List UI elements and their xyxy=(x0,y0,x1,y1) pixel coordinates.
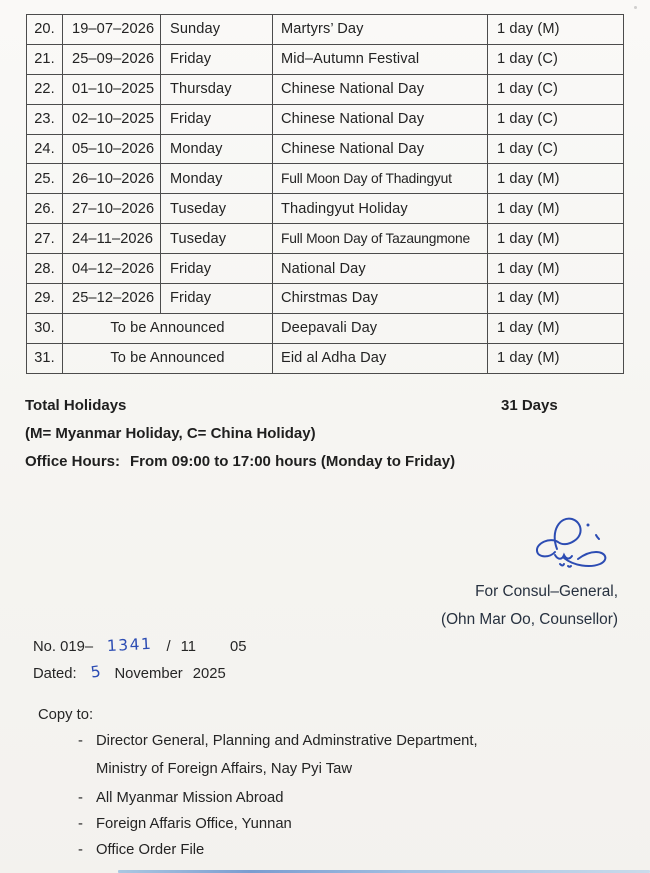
cell-holiday-name: Martyrs’ Day xyxy=(273,15,488,45)
cell-days: 1 day (C) xyxy=(488,104,624,134)
cell-announced: To be Announced xyxy=(63,343,273,373)
office-hours-line xyxy=(25,453,455,470)
copy-to-label: Copy to: xyxy=(38,707,94,723)
cell-no: 27. xyxy=(27,224,63,254)
cell-no: 26. xyxy=(27,194,63,224)
holiday-table xyxy=(26,14,624,374)
cell-date: 25–09–2026 xyxy=(63,44,161,74)
cell-day: Thursday xyxy=(161,74,273,104)
cell-holiday-name: Full Moon Day of Thadingyut xyxy=(273,164,488,194)
cell-days: 1 day (M) xyxy=(488,194,624,224)
dated-month: November xyxy=(114,666,183,682)
cell-days: 1 day (M) xyxy=(488,284,624,314)
table-row xyxy=(27,164,624,194)
cell-no: 21. xyxy=(27,44,63,74)
cell-holiday-name: National Day xyxy=(273,254,488,284)
table-row xyxy=(27,74,624,104)
cell-date: 24–11–2026 xyxy=(63,224,161,254)
table-row xyxy=(27,343,624,373)
cell-holiday-name: Deepavali Day xyxy=(273,313,488,343)
cell-date: 02–10–2025 xyxy=(63,104,161,134)
copy-to-item: All Myanmar Mission Abroad xyxy=(96,790,284,806)
table-row xyxy=(27,104,624,134)
ref-extra: 05 xyxy=(230,639,247,655)
table-row xyxy=(27,134,624,164)
reference-number-line xyxy=(33,634,247,656)
cell-holiday-name: Chinese National Day xyxy=(273,74,488,104)
cell-holiday-name: Full Moon Day of Tazaungmone xyxy=(273,224,488,254)
cell-days: 1 day (M) xyxy=(488,15,624,45)
ref-month: 11 xyxy=(180,639,197,655)
cell-days: 1 day (M) xyxy=(488,164,624,194)
cell-day: Friday xyxy=(161,254,273,284)
cell-holiday-name: Chinese National Day xyxy=(273,104,488,134)
dated-label: Dated: xyxy=(33,666,77,682)
cell-no: 25. xyxy=(27,164,63,194)
cell-date: 27–10–2026 xyxy=(63,194,161,224)
table-row xyxy=(27,284,624,314)
cell-no: 20. xyxy=(27,15,63,45)
cell-date: 05–10–2026 xyxy=(63,134,161,164)
copy-to-item: Office Order File xyxy=(96,842,205,858)
ref-no-prefix: No. 019– xyxy=(33,639,94,655)
copy-to-item: Foreign Affaris Office, Yunnan xyxy=(96,816,292,832)
holiday-legend: (M= Myanmar Holiday, C= China Holiday) xyxy=(25,425,316,442)
table-row xyxy=(27,313,624,343)
cell-days: 1 day (M) xyxy=(488,224,624,254)
cell-day: Friday xyxy=(161,44,273,74)
cell-days: 1 day (C) xyxy=(488,44,624,74)
cell-days: 1 day (C) xyxy=(488,74,624,104)
cell-day: Sunday xyxy=(161,15,273,45)
copy-to-item: Director General, Planning and Adminstrative Department, xyxy=(96,733,478,749)
ref-no-handwritten: 1341 xyxy=(106,634,153,656)
dated-year: 2025 xyxy=(192,666,226,682)
table-row xyxy=(27,44,624,74)
office-hours-text: From 09:00 to 17:00 hours (Monday to Friday) xyxy=(130,453,456,470)
cell-date: 19–07–2026 xyxy=(63,15,161,45)
cell-holiday-name: Mid–Autumn Festival xyxy=(273,44,488,74)
counsellor-name-line: (Ohn Mar Oo, Counsellor) xyxy=(440,611,618,628)
cell-no: 28. xyxy=(27,254,63,284)
cell-no: 31. xyxy=(27,343,63,373)
cell-day: Monday xyxy=(161,164,273,194)
table-row xyxy=(27,15,624,45)
cell-date: 25–12–2026 xyxy=(63,284,161,314)
list-dash: - xyxy=(78,816,83,832)
cell-days: 1 day (M) xyxy=(488,313,624,343)
cell-day: Friday xyxy=(161,284,273,314)
list-dash: - xyxy=(78,733,83,749)
cell-date: 01–10–2025 xyxy=(63,74,161,104)
dated-day-handwritten: 5 xyxy=(89,662,102,682)
cell-date: 26–10–2026 xyxy=(63,164,161,194)
cell-day: Friday xyxy=(161,104,273,134)
cell-day: Tuseday xyxy=(161,194,273,224)
cell-no: 29. xyxy=(27,284,63,314)
table-row xyxy=(27,224,624,254)
cell-holiday-name: Chinese National Day xyxy=(273,134,488,164)
cell-days: 1 day (M) xyxy=(488,254,624,284)
cell-no: 24. xyxy=(27,134,63,164)
list-dash: - xyxy=(78,842,83,858)
cell-days: 1 day (C) xyxy=(488,134,624,164)
ref-slash: / xyxy=(166,639,171,655)
table-row xyxy=(27,254,624,284)
total-holidays-value: 31 Days xyxy=(501,397,558,414)
dated-line xyxy=(33,662,226,683)
copy-to-item-continuation: Ministry of Foreign Affairs, Nay Pyi Taw xyxy=(96,761,353,777)
office-hours-label: Office Hours: xyxy=(25,453,121,470)
cell-holiday-name: Chirstmas Day xyxy=(273,284,488,314)
scan-artifact-dot xyxy=(634,6,637,9)
list-dash: - xyxy=(78,790,83,806)
cell-no: 22. xyxy=(27,74,63,104)
signature-scribble xyxy=(524,511,616,571)
cell-days: 1 day (M) xyxy=(488,343,624,373)
cell-no: 23. xyxy=(27,104,63,134)
for-consul-general-line: For Consul–General, xyxy=(475,583,618,600)
cell-day: Tuseday xyxy=(161,224,273,254)
cell-holiday-name: Eid al Adha Day xyxy=(273,343,488,373)
cell-holiday-name: Thadingyut Holiday xyxy=(273,194,488,224)
cell-announced: To be Announced xyxy=(63,313,273,343)
total-holidays-label: Total Holidays xyxy=(25,397,127,414)
cell-day: Monday xyxy=(161,134,273,164)
cell-no: 30. xyxy=(27,313,63,343)
table-row xyxy=(27,194,624,224)
cell-date: 04–12–2026 xyxy=(63,254,161,284)
